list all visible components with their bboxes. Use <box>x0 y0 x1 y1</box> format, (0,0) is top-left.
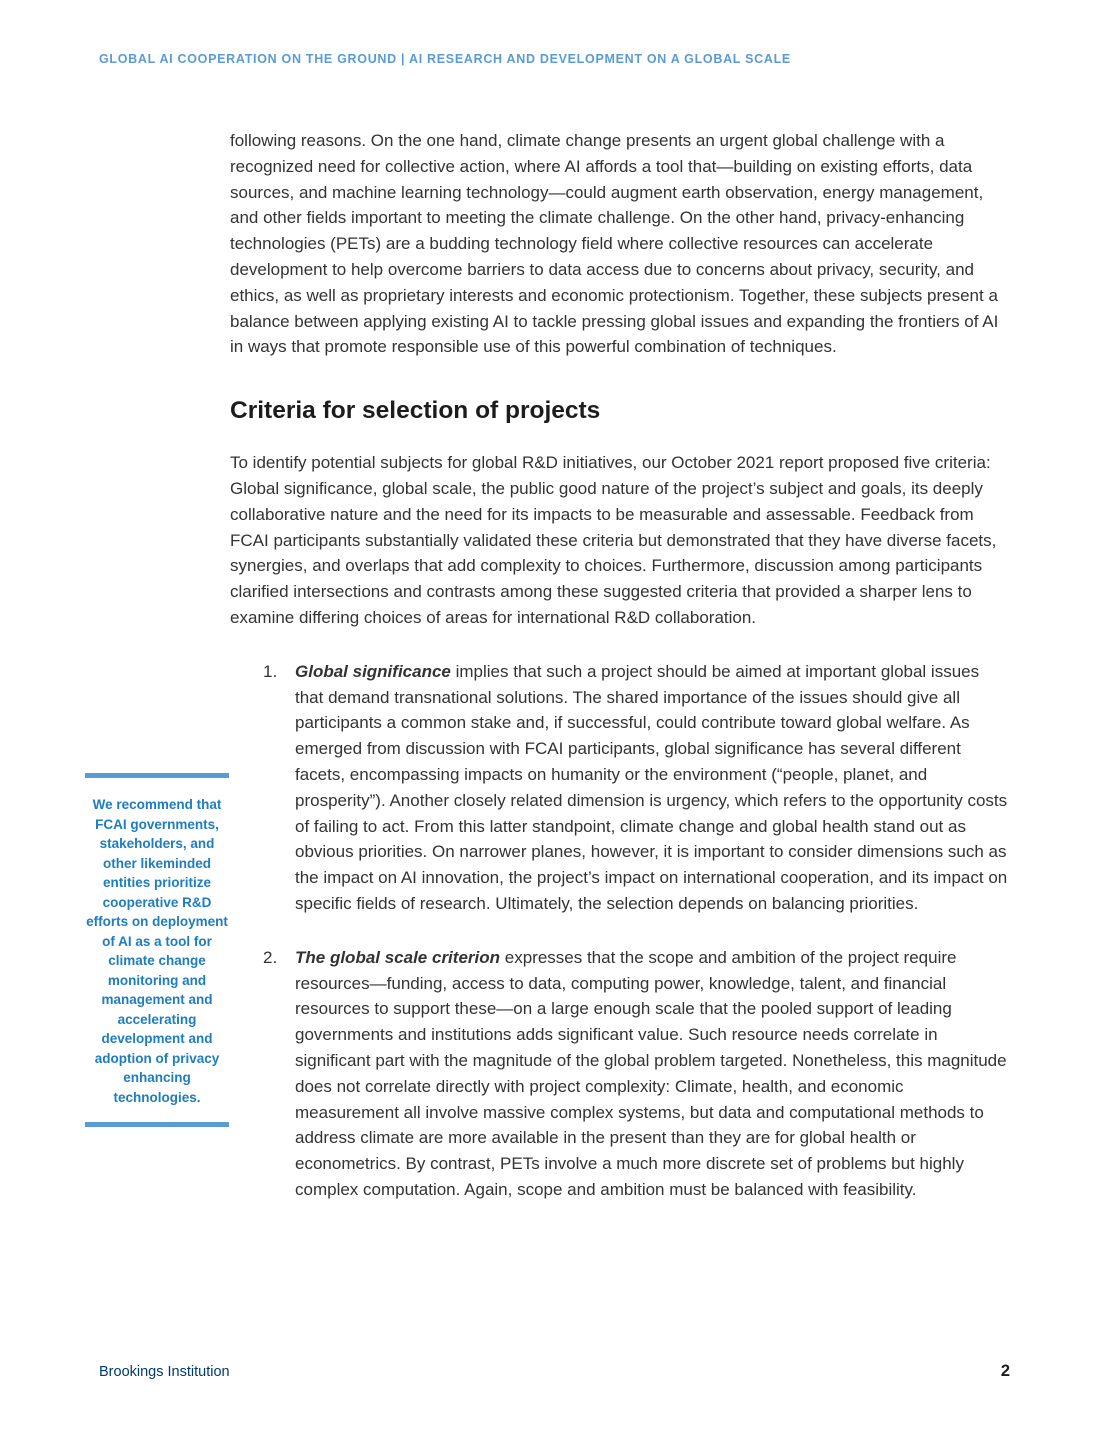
item-lead: The global scale criterion <box>295 947 501 967</box>
footer-publisher: Brookings Institution <box>99 1364 230 1380</box>
list-item-global-scale <box>230 945 1010 1203</box>
page-number: 2 <box>1000 1362 1010 1380</box>
criteria-list <box>230 659 1010 1203</box>
pullquote <box>85 773 229 1127</box>
item-text: expresses that the scope and ambition of the project require resources—funding, access to data, computing power, knowledge, talent, and financial resources to support these—on a large enough scale that the pooled support of leading governments and institutions adds significant value. Such resource needs correlate in significant part with the magnitude of the global problem targeted. Nonetheless, this magnitude does not correlate directly with project complexity: Climate, health, and economic measurement all involve massive complex systems, but data and computational methods to address climate are more available in the present than they are for global health or econometrics. By contrast, PETs involve a much more discrete set of problems but highly complex computation. Again, scope and ambition must be balanced with feasibility. <box>295 947 1007 1199</box>
pullquote-text: We recommend that FCAI governments, stakeholders, and other likeminded entities prioritize cooperative R&D efforts on deployment of AI as a tool for climate change monitoring and management and accelerating development and adoption of privacy enhancing technologies. <box>86 797 228 1105</box>
item-text: implies that such a project should be aimed at important global issues that demand transnational solutions. The shared importance of the issues should give all participants a common stake and, if successful, could contribute toward global welfare. As emerged from discussion with FCAI participants, global significance has several different facets, encompassing impacts on humanity or the environment (“people, planet, and prosperity”). Another closely related dimension is urgency, which refers to the opportunity costs of failing to act. From this latter standpoint, climate change and global health stand out as obvious priorities. On narrower planes, however, it is important to consider dimensions such as the impact on AI innovation, the project’s impact on international cooperation, and its impact on specific fields of research. Ultimately, the selection depends on balancing priorities. <box>295 661 1008 913</box>
pullquote-rule-top <box>85 773 229 778</box>
page-footer <box>99 1362 1010 1381</box>
item-lead: Global significance <box>295 661 451 681</box>
item-body <box>295 659 1010 917</box>
section-intro-paragraph: To identify potential subjects for global R&D initiatives, our October 2021 report proposed five criteria: Global significance, global scale, the public good nature of the project’s subject and goals, its deeply collaborative nature and the need for its impacts to be measurable and assessable. Feedback from FCAI participants substantially validated these criteria but demonstrated that they have diverse facets, synergies, and overlaps that add complexity to choices. Furthermore, discussion among participants clarified intersections and contrasts among these suggested criteria that provided a sharper lens to examine differing choices of areas for international R&D collaboration. <box>230 453 997 627</box>
pullquote-rule-bottom <box>85 1122 229 1127</box>
item-number: 2. <box>263 947 278 967</box>
section-heading: Criteria for selection of projects <box>230 397 601 425</box>
running-header: GLOBAL AI COOPERATION ON THE GROUND | AI RESEARCH AND DEVELOPMENT ON A GLOBAL SCALE <box>99 52 791 66</box>
list-item-global-significance <box>230 659 1010 917</box>
main-content <box>230 128 1010 1231</box>
intro-paragraph: following reasons. On the one hand, climate change presents an urgent global challenge with a recognized need for collective action, where AI affords a tool that—building on existing efforts, data sources, and machine learning technology—could augment earth observation, energy management, and other fields important to meeting the climate challenge. On the other hand, privacy-enhancing technologies (PETs) are a budding technology field where collective resources can accelerate development to help overcome barriers to data access due to concerns about privacy, security, and ethics, as well as proprietary interests and economic protectionism. Together, these subjects present a balance between applying existing AI to tackle pressing global issues and expanding the frontiers of AI in ways that promote responsible use of this powerful combination of techniques. <box>230 131 999 357</box>
item-body <box>295 945 1010 1203</box>
item-number: 1. <box>263 661 278 681</box>
